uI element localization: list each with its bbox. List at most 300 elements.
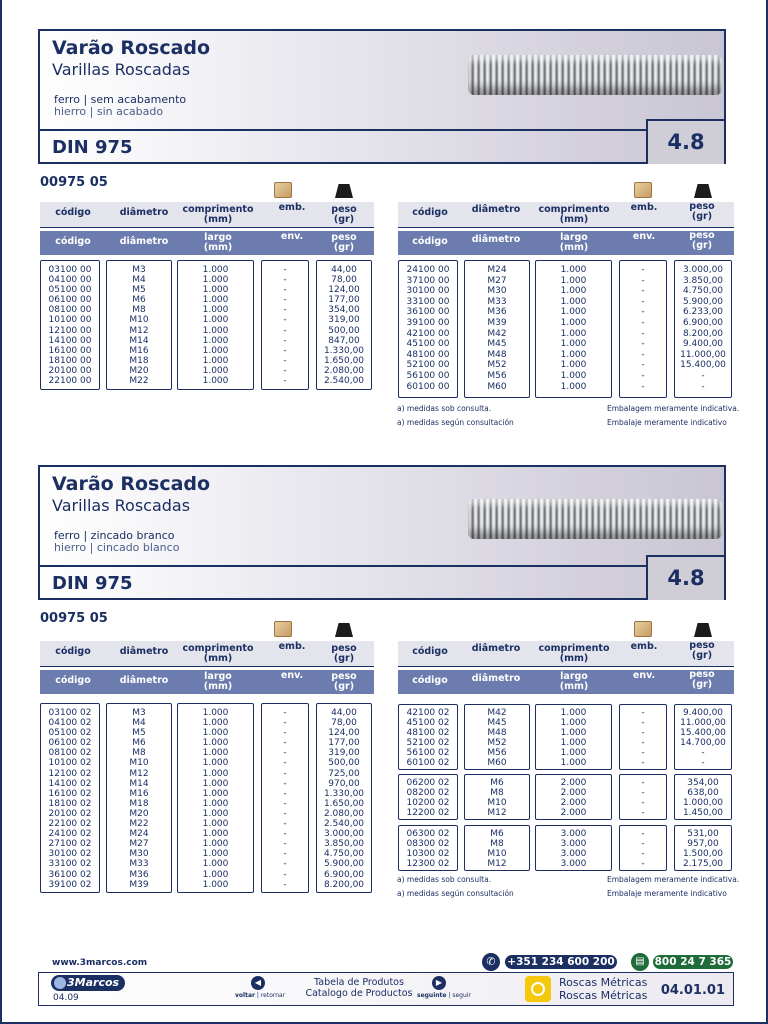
header-env: env. (280, 231, 304, 242)
codigo-values (399, 708, 457, 769)
codigo-values (399, 829, 457, 869)
table-cell: 14100 00 (48, 335, 92, 346)
product-title: Varão Roscado (52, 37, 211, 59)
peso-column (316, 260, 372, 390)
table-cell: - (641, 328, 645, 339)
table-cell: 2.175,00 (682, 859, 724, 870)
table-cell: - (641, 758, 645, 769)
table-cell: - (641, 808, 645, 819)
freephone-icon: ▤ (631, 953, 649, 971)
table-cell: M33 (487, 296, 507, 307)
diametro-values (465, 829, 529, 869)
note-embalagem-es: Embalaje meramente indicativo (607, 418, 727, 427)
back-button[interactable]: voltar | retornar (235, 992, 286, 999)
table-cell: 60100 00 (406, 381, 450, 392)
table-cell: 500,00 (328, 758, 360, 769)
diametro-column (106, 260, 172, 390)
table-cell: 06200 02 (406, 778, 450, 788)
table-cell: 1.000,00 (682, 798, 724, 809)
table-header-pt (398, 202, 734, 228)
header-comprimento-label: comprimento (182, 643, 254, 654)
table-cell: M14 (129, 335, 149, 346)
table-cell: 957,00 (687, 839, 719, 850)
table-header-es (398, 670, 734, 694)
header-comprimento-unit: (mm) (559, 214, 589, 225)
table-cell: 124,00 (328, 728, 360, 739)
table-cell: - (641, 718, 645, 729)
comprimento-column (535, 825, 612, 871)
table-cell: - (283, 738, 287, 749)
table-cell: - (283, 869, 287, 880)
table-cell: M56 (487, 748, 507, 759)
material-es: hierro | sin acabado (54, 105, 164, 118)
header-diametro: diâmetro (471, 204, 521, 215)
table-cell: - (641, 788, 645, 799)
table-cell: 6.900,00 (682, 317, 724, 328)
comprimento-values (178, 708, 253, 890)
table-cell: - (641, 708, 645, 718)
material-es: hierro | cincado blanco (54, 541, 180, 554)
back-label-es: retornar (260, 992, 286, 999)
table-header-es (40, 670, 374, 694)
header-peso-unit: (gr) (691, 650, 713, 661)
table-cell: - (283, 748, 287, 759)
peso-values (675, 265, 731, 392)
table-cell: - (283, 778, 287, 789)
table-cell: 3.000 (560, 849, 587, 860)
table-cell: 24100 02 (48, 829, 92, 840)
table-cell: - (283, 305, 287, 316)
table-cell: 1.000 (202, 376, 229, 387)
table-cell: 37100 00 (406, 275, 450, 286)
table-cell: M4 (132, 275, 146, 286)
table-cell: M10 (129, 758, 149, 769)
header-largo (176, 672, 260, 692)
next-button[interactable]: seguinte | seguir (417, 992, 471, 999)
table-cell: 10100 00 (48, 315, 92, 326)
table-cell: 1.000 (202, 355, 229, 366)
table-cell: M30 (129, 849, 149, 860)
header-codigo-es: código (55, 236, 91, 247)
table-cell: 5.900,00 (682, 296, 724, 307)
table-cell: 48100 02 (406, 728, 450, 739)
table-cell: M6 (132, 738, 146, 749)
peso-column (674, 704, 732, 770)
table-cell: 06100 02 (48, 738, 92, 749)
peso-values (317, 708, 371, 890)
next-label-es: seguir (452, 992, 471, 999)
catalog-title (299, 977, 419, 999)
table-cell: 22100 02 (48, 819, 92, 830)
codigo-column (398, 774, 458, 820)
comprimento-column (535, 260, 612, 398)
codigo-column (398, 825, 458, 871)
edition-date: 04.09 (53, 993, 79, 1003)
table-cell: 11.000,00 (680, 349, 726, 360)
table-cell: - (283, 808, 287, 819)
header-emb: emb. (630, 202, 658, 213)
peso-column (674, 825, 732, 871)
diametro-values (465, 708, 529, 769)
table-cell: M42 (487, 708, 507, 718)
header-comprimento (176, 644, 260, 664)
table-cell: 10100 02 (48, 758, 92, 769)
table-cell: M39 (129, 879, 149, 890)
header-comprimento-unit: (mm) (203, 653, 233, 664)
table-header-pt (398, 641, 734, 667)
table-cell: 3.000,00 (682, 265, 724, 275)
table-cell: - (283, 265, 287, 275)
table-cell: 12100 02 (48, 768, 92, 779)
table-cell: 08100 00 (48, 305, 92, 316)
table-cell: 1.000 (202, 869, 229, 880)
table-cell: 531,00 (687, 829, 719, 839)
table-cell: 1.000 (202, 738, 229, 749)
table-cell: 20100 02 (48, 808, 92, 819)
note-embalagem-pt: Embalagem meramente indicativa. (607, 875, 740, 884)
table-cell: - (283, 758, 287, 769)
table-cell: 1.000 (560, 307, 587, 318)
weight-icon (335, 623, 353, 637)
header-peso-es-label: peso (331, 671, 357, 682)
table-cell: 56100 00 (406, 370, 450, 381)
table-cell: 1.000 (202, 808, 229, 819)
table-cell: - (283, 879, 287, 890)
comprimento-values (536, 829, 611, 869)
table-cell: M45 (487, 718, 507, 729)
table-cell: 2.000 (560, 788, 587, 799)
table-cell: 08200 02 (406, 788, 450, 799)
table-cell: - (283, 859, 287, 870)
codigo-values (399, 778, 457, 818)
header-peso (314, 644, 374, 664)
table-cell: - (283, 345, 287, 356)
table-cell: 354,00 (328, 305, 360, 316)
table-header-es (398, 231, 734, 255)
table-cell: - (283, 325, 287, 336)
table-cell: M14 (129, 778, 149, 789)
table-cell: 2.540,00 (323, 819, 365, 830)
category-name (559, 976, 647, 1002)
table-cell: 10200 02 (406, 798, 450, 809)
header-peso (672, 202, 732, 222)
header-diametro: diâmetro (119, 207, 169, 218)
table-cell: 36100 00 (406, 307, 450, 318)
freephone-number[interactable]: 800 24 7 365 (654, 956, 732, 968)
table-cell: 05100 02 (48, 728, 92, 739)
table-cell: 638,00 (687, 788, 719, 799)
table-cell: 42100 00 (406, 328, 450, 339)
table-cell: M52 (487, 360, 507, 371)
table-cell: 1.000 (560, 758, 587, 769)
table-cell: - (641, 286, 645, 297)
table-cell: M12 (487, 859, 507, 870)
emb-column (619, 825, 667, 871)
header-env: env. (280, 670, 304, 681)
catalog-title-es: Catalogo de Productos (305, 988, 413, 999)
header-peso-es (672, 231, 732, 251)
table-cell: 500,00 (328, 325, 360, 336)
table-cell: 14.700,00 (680, 738, 726, 749)
table-cell: M3 (132, 265, 146, 275)
table-cell: M52 (487, 738, 507, 749)
table-header-pt (40, 202, 374, 228)
codigo-column (398, 704, 458, 770)
header-comprimento-unit: (mm) (203, 214, 233, 225)
header-largo-unit: (mm) (203, 242, 233, 253)
header-peso-es-label: peso (331, 232, 357, 243)
header-peso-es (672, 670, 732, 690)
emb-values (620, 708, 666, 769)
table-header-es (40, 231, 374, 255)
table-cell: M18 (129, 355, 149, 366)
table-cell: 3.850,00 (682, 275, 724, 286)
table-cell: 33100 00 (406, 296, 450, 307)
table-cell: 45100 00 (406, 339, 450, 350)
table-cell: 1.000 (560, 265, 587, 275)
table-cell: - (641, 307, 645, 318)
table-cell: - (641, 849, 645, 860)
table-cell: 08300 02 (406, 839, 450, 850)
table-cell: - (641, 370, 645, 381)
table-cell: M27 (487, 275, 507, 286)
table-cell: - (641, 778, 645, 788)
header-diametro-es: diâmetro (471, 234, 521, 245)
header-peso-unit: (gr) (333, 214, 355, 225)
table-cell: M3 (132, 708, 146, 718)
table-cell: 1.650,00 (323, 798, 365, 809)
package-box-icon (634, 182, 652, 198)
table-cell: M48 (487, 728, 507, 739)
table-cell: 30100 00 (406, 286, 450, 297)
table-cell: M10 (487, 798, 507, 809)
emb-column (261, 260, 309, 390)
peso-values (675, 708, 731, 769)
grade-badge: 4.8 (646, 119, 724, 164)
table-header-pt (40, 641, 374, 667)
table-cell: - (641, 265, 645, 275)
note-embalagem-es: Embalaje meramente indicativo (607, 889, 727, 898)
table-cell: M45 (487, 339, 507, 350)
table-cell: 1.000 (202, 718, 229, 729)
comprimento-values (536, 265, 611, 392)
table-cell: - (283, 819, 287, 830)
table-cell: M16 (129, 788, 149, 799)
diametro-values (465, 265, 529, 392)
table-cell: 1.000 (202, 305, 229, 316)
phone-number[interactable]: +351 234 600 200 (505, 955, 617, 969)
table-cell: M8 (490, 788, 504, 799)
header-comprimento-label: comprimento (182, 204, 254, 215)
table-cell: - (641, 798, 645, 809)
table-cell: M42 (487, 328, 507, 339)
product-subtitle: Varillas Roscadas (52, 60, 191, 79)
weight-icon (335, 184, 353, 198)
table-cell: M6 (132, 295, 146, 306)
table-cell: 1.000 (202, 839, 229, 850)
comprimento-column (535, 704, 612, 770)
table-cell: 124,00 (328, 285, 360, 296)
table-cell: 06300 02 (406, 829, 450, 839)
codigo-column (398, 260, 458, 398)
table-cell: M10 (129, 315, 149, 326)
next-arrow-icon[interactable]: ▶ (432, 976, 446, 990)
table-cell: 1.000 (560, 349, 587, 360)
table-cell: 14100 02 (48, 778, 92, 789)
header-emb: emb. (278, 202, 306, 213)
weight-icon (694, 184, 712, 198)
table-cell: 1.000 (560, 339, 587, 350)
diametro-column (464, 825, 530, 871)
table-cell: - (641, 859, 645, 870)
table-cell: 2.000 (560, 778, 587, 788)
table-cell: 42100 02 (406, 708, 450, 718)
table-cell: 52100 00 (406, 360, 450, 371)
table-cell: - (283, 798, 287, 809)
table-cell: 1.000 (202, 285, 229, 296)
emb-values (620, 829, 666, 869)
table-cell: - (641, 381, 645, 392)
table-cell: 12200 02 (406, 808, 450, 819)
comprimento-column (177, 260, 254, 390)
header-comprimento (532, 205, 616, 225)
table-cell: 6.900,00 (323, 869, 365, 880)
table-cell: 16100 00 (48, 345, 92, 356)
comprimento-column (177, 703, 254, 893)
table-cell: 24100 00 (406, 265, 450, 275)
table-cell: M10 (487, 849, 507, 860)
table-cell: 319,00 (328, 748, 360, 759)
table-cell: 20100 00 (48, 365, 92, 376)
peso-column (674, 774, 732, 820)
table-cell: M18 (129, 798, 149, 809)
website-link[interactable]: www.3marcos.com (52, 958, 148, 968)
emb-column (619, 774, 667, 820)
table-cell: 03100 02 (48, 708, 92, 718)
header-diametro-es: diâmetro (119, 236, 169, 247)
table-cell: M5 (132, 285, 146, 296)
table-cell: M8 (132, 748, 146, 759)
article-code: 00975 05 (40, 175, 108, 190)
table-cell: M36 (487, 307, 507, 318)
back-arrow-icon[interactable]: ◀ (251, 976, 265, 990)
table-cell: 1.000 (202, 768, 229, 779)
category-icon (525, 976, 551, 1002)
header-diametro: diâmetro (471, 643, 521, 654)
header-codigo: código (412, 646, 448, 657)
table-cell: M39 (487, 317, 507, 328)
table-cell: 1.000 (202, 708, 229, 718)
table-cell: - (283, 355, 287, 366)
table-cell: 16100 02 (48, 788, 92, 799)
material-pt: ferro | zincado branco (54, 529, 175, 542)
package-box-icon (274, 621, 292, 637)
table-cell: 1.000 (202, 859, 229, 870)
header-peso-es (314, 233, 374, 253)
threaded-rod-image (468, 499, 722, 539)
table-cell: - (641, 275, 645, 286)
table-cell: - (641, 839, 645, 850)
codigo-values (41, 708, 99, 890)
table-cell: 725,00 (328, 768, 360, 779)
table-cell: 1.000 (202, 829, 229, 840)
table-cell: 1.000 (560, 286, 587, 297)
table-cell: - (701, 748, 705, 759)
table-cell: 1.000 (202, 295, 229, 306)
table-cell: 52100 02 (406, 738, 450, 749)
table-cell: 1.000 (560, 708, 587, 718)
codigo-column (40, 260, 100, 390)
package-box-icon (274, 182, 292, 198)
note-medidas-es: a) medidas según consultación (397, 418, 514, 427)
table-cell: 1.000 (560, 381, 587, 392)
product-header-plain (38, 29, 726, 164)
table-cell: M16 (129, 345, 149, 356)
table-cell: 39100 02 (48, 879, 92, 890)
table-cell: 354,00 (687, 778, 719, 788)
table-cell: 1.000 (560, 275, 587, 286)
table-cell: 1.330,00 (323, 788, 365, 799)
table-cell: 48100 00 (406, 349, 450, 360)
grade-badge: 4.8 (646, 555, 724, 600)
table-cell: - (283, 829, 287, 840)
table-cell: 33100 02 (48, 859, 92, 870)
table-cell: 8.200,00 (323, 879, 365, 890)
header-largo-unit: (mm) (203, 681, 233, 692)
back-label: voltar (235, 992, 255, 999)
table-cell: - (641, 748, 645, 759)
header-peso-label: peso (331, 643, 357, 654)
table-cell: 08100 02 (48, 748, 92, 759)
header-comprimento-unit: (mm) (559, 653, 589, 664)
table-cell: 5.900,00 (323, 859, 365, 870)
codigo-values (399, 265, 457, 392)
header-largo (176, 233, 260, 253)
table-cell: M12 (129, 768, 149, 779)
table-cell: 1.000 (560, 370, 587, 381)
header-peso-es-unit: (gr) (333, 242, 355, 253)
table-cell: 1.000 (202, 335, 229, 346)
table-cell: 1.000 (560, 718, 587, 729)
header-emb: emb. (630, 641, 658, 652)
header-comprimento (176, 205, 260, 225)
table-cell: - (641, 829, 645, 839)
table-cell: 15.400,00 (680, 728, 726, 739)
header-largo-label: largo (560, 671, 588, 682)
header-peso-es (314, 672, 374, 692)
next-label: seguinte (417, 992, 447, 999)
table-cell: 15.400,00 (680, 360, 726, 371)
peso-values (317, 265, 371, 386)
table-cell: 1.000 (202, 315, 229, 326)
table-cell: 2.080,00 (323, 365, 365, 376)
table-cell: 04100 02 (48, 718, 92, 729)
phone-icon: ✆ (482, 953, 500, 971)
header-peso (314, 205, 374, 225)
table-cell: 319,00 (328, 315, 360, 326)
table-cell: - (641, 738, 645, 749)
header-peso-es-unit: (gr) (333, 681, 355, 692)
note-medidas-pt: a) medidas sob consulta. (397, 875, 492, 884)
table-cell: M48 (487, 349, 507, 360)
table-cell: 3.000 (560, 829, 587, 839)
header-peso-es-label: peso (689, 669, 715, 680)
table-cell: 1.000 (202, 325, 229, 336)
header-diametro: diâmetro (119, 646, 169, 657)
header-largo (532, 672, 616, 692)
table-cell: 1.000 (202, 748, 229, 759)
table-cell: M24 (129, 829, 149, 840)
